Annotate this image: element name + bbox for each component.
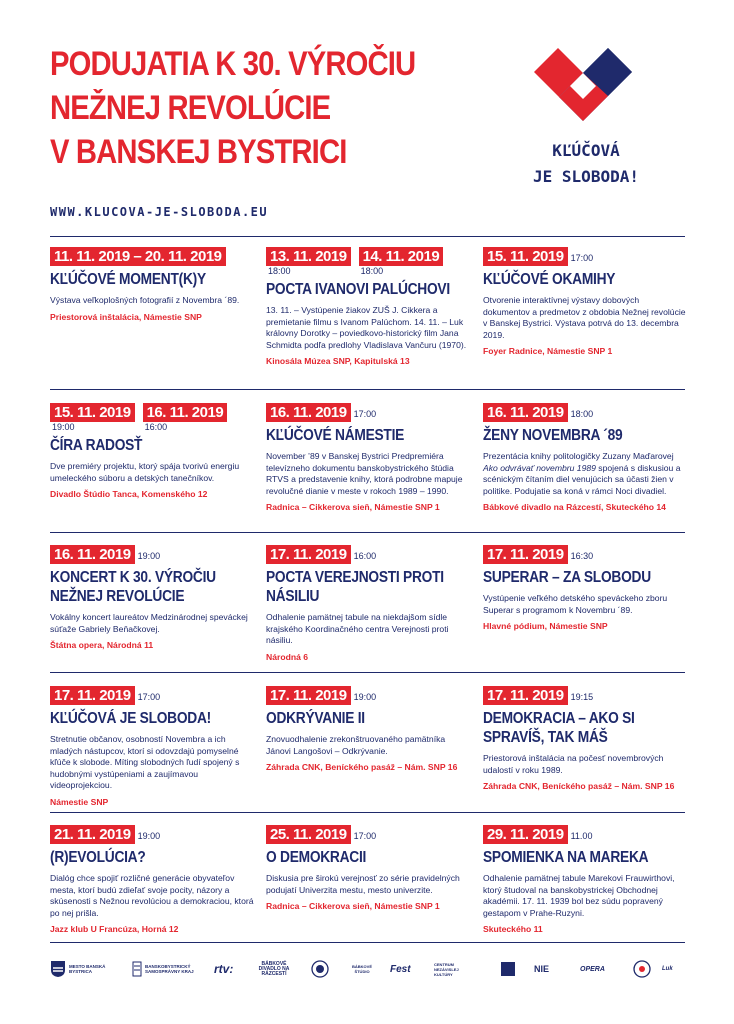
date-badge: 17. 11. 2019: [483, 686, 568, 705]
event-dates: [266, 825, 471, 845]
event-dates: [266, 247, 471, 277]
event-venue: Foyer Radnice, Námestie SNP 1: [483, 346, 613, 356]
sponsor-logo-cnk: CENTRUM NEZÁVISLEJ KULTÚRY: [434, 961, 459, 977]
date-badge: 29. 11. 2019: [483, 825, 568, 844]
event-venue: Jazz klub U Francúza, Horná 12: [50, 924, 179, 934]
divider: [50, 942, 685, 943]
event-time: 17:00: [353, 831, 377, 841]
slogan-line: JE SLOBODA!: [533, 167, 639, 186]
event-title: KONCERT K 30. VÝROČIU NEŽNEJ REVOLÚCIE: [50, 569, 216, 605]
event-description: November ’89 v Banskej Bystrici Predpremiéra televízneho dokumentu banskobystrického štúdia RTVS a predstavenie knihy, ktorá podrobne mapuje revolučné dianie v meste v rokoch 1989 – 1990.: [266, 451, 463, 496]
divider: [50, 236, 685, 237]
event-dates: [483, 403, 688, 423]
sponsor-logo-studio: BÁBKOVÉ ŠTÚDIO: [351, 964, 372, 974]
event-dates: [50, 545, 255, 565]
checkmark-logo-icon: [528, 40, 638, 135]
event-card: [266, 247, 471, 368]
title-line: V BANSKEJ BYSTRICI: [50, 133, 347, 171]
event-venue: Kinosála Múzea SNP, Kapitulská 13: [266, 356, 410, 366]
sponsor-logo-mesto: [50, 958, 120, 980]
event-time: 19:15: [570, 692, 594, 702]
event-time: 16:00: [144, 422, 168, 432]
sponsor-logo-babkove: BÁBKOVÉ DIVADLO NA RÁZCESTÍ: [258, 960, 290, 977]
divider: [50, 389, 685, 390]
date-badge: 16. 11. 2019: [483, 403, 568, 422]
event-description: Vystúpenie veľkého detského speváckeho zboru Superar s programom k Novembru ´89.: [483, 593, 668, 615]
divider: [50, 672, 685, 673]
event-venue: Bábkové divadlo na Rázcestí, Skuteckého 14: [483, 502, 666, 512]
sponsor-logo-zivot: [630, 958, 654, 980]
event-time: 19:00: [137, 831, 161, 841]
event-title: SUPERAR – ZA SLOBODU: [483, 569, 651, 586]
sponsor-logo-bbsk: [132, 958, 210, 980]
event-time: 17:00: [570, 253, 594, 263]
event-time: 18:00: [360, 266, 384, 276]
event-card: [266, 545, 471, 663]
event-venue: Štátna opera, Národná 11: [50, 640, 154, 650]
event-description: Dve premiéry projektu, ktorý spája tvorivú energiu umeleckého súboru a detských tanečníkov.: [50, 461, 240, 483]
event-description: Stretnutie občanov, osobností Novembra a ich mladých nástupcov, ktorí si odovzdajú pomyselné kľúče k slobode. Míting slobodných ľudí spojený s hudobnými vystúpeniami a zaujímavou videoprojekciou.: [50, 734, 240, 790]
event-time: 19:00: [52, 422, 75, 432]
event-title: KĽÚČOVÉ MOMENT(K)Y: [50, 271, 206, 288]
event-title: O DEMOKRACII: [266, 849, 367, 866]
desc-text: spojená s diskusiou a scénickým čítaním diel venujúcich sa účasti žien v politike. Podujatie sa koná v rámci Noci divadiel.: [483, 462, 681, 496]
event-venue: Divadlo Štúdio Tanca, Komenského 12: [50, 489, 208, 499]
event-venue: Radnica – Cikkerova sieň, Námestie SNP 1: [266, 901, 440, 911]
event-title: ODKRÝVANIE II: [266, 710, 365, 727]
event-title: KĽÚČOVÉ NÁMESTIE: [266, 427, 405, 444]
event-card: [50, 545, 255, 652]
date-badge: 11. 11. 2019 – 20. 11. 2019: [50, 247, 226, 266]
date-badge: 25. 11. 2019: [266, 825, 351, 844]
coat-of-arms-icon: [50, 960, 66, 978]
page-title: [50, 42, 470, 174]
event-card: [483, 825, 688, 936]
sponsor-logos: [50, 958, 690, 982]
sponsor-logo-rtvs: rtv:: [214, 961, 234, 976]
event-description: 13. 11. – Vystúpenie žiakov ZUŠ J. Cikkera a premietanie filmu s Ivanom Palúchom. 14. 11. – Luk královny Dorotky – poviedkovo-historický film Jana Schmidta podľa predlohy Vladislava Vančuru (1970).: [266, 305, 467, 350]
event-time: 11.00: [570, 831, 593, 841]
sponsor-logo-nie: NIE: [534, 963, 550, 974]
event-dates: [483, 825, 688, 845]
date-badge: 16. 11. 2019: [143, 403, 228, 422]
event-title: ČÍRA RADOSŤ: [50, 437, 143, 454]
event-time: 18:00: [268, 266, 291, 276]
event-dates: [266, 686, 471, 706]
website-link[interactable]: WWW.KLUCOVA-JE-SLOBODA.EU: [50, 205, 269, 219]
event-dates: [483, 545, 688, 565]
event-dates: [50, 403, 255, 433]
event-card: [50, 825, 255, 936]
title-line: NEŽNEJ REVOLÚCIE: [50, 89, 331, 127]
circle-logo-icon: [633, 960, 651, 978]
divider: [50, 532, 685, 533]
event-time: 16:00: [353, 551, 377, 561]
event-time: 18:00: [570, 409, 594, 419]
event-description: Vokálny koncert laureátov Medzinárodnej speváckej súťaže Gabriely Beňačkovej.: [50, 612, 248, 634]
sponsor-logo-fest: Fest: [390, 963, 411, 975]
sponsor-logo-luk: Luk: [662, 965, 673, 972]
date-badge: 17. 11. 2019: [266, 545, 351, 564]
event-dates: [266, 545, 471, 565]
date-badge: 15. 11. 2019: [50, 403, 135, 422]
date-badge: 15. 11. 2019: [483, 247, 568, 266]
sponsor-logo-square: [498, 958, 518, 980]
sponsor-logo-opera: OPERA: [580, 965, 605, 973]
slogan-line: KĽÚČOVÁ: [552, 141, 620, 160]
event-time: 19:00: [137, 551, 161, 561]
event-description: Otvorenie interaktívnej výstavy dobových dokumentov a predmetov z obdobia Nežnej revolúcie v Banskej Bystrici. Výstava potrvá do 13. decembra 2019.: [483, 295, 686, 340]
event-description: Priestorová inštalácia na počesť novembrových udalostí v roku 1989.: [483, 753, 664, 775]
event-description: Znovuodhalenie zrekonštruovaného pamätníka Jánovi Langošovi – Odkrývanie.: [266, 734, 446, 756]
book-title: Ako odvrávať novembru 1989: [483, 462, 596, 473]
event-time: 16:30: [570, 551, 594, 561]
event-description: [483, 451, 688, 497]
event-card: [483, 686, 688, 793]
event-venue: Radnica – Cikkerova sieň, Námestie SNP 1: [266, 502, 440, 512]
event-description: Dialóg chce spojiť rozličné generácie obyvateľov mesta, ktorí budú zdieľať svoje pocity, názory a skúsenosti s Nežnou revolúciou a demokraciou, ktorá po nej prišla.: [50, 873, 254, 918]
square-logo-icon: [501, 962, 515, 976]
event-venue: Priestorová inštalácia, Námestie SNP: [50, 311, 202, 322]
event-venue: Skuteckého 11: [483, 924, 543, 934]
event-time: 17:00: [137, 692, 161, 702]
event-card: [483, 247, 688, 358]
date-badge: 17. 11. 2019: [266, 686, 351, 705]
event-dates: [50, 686, 255, 706]
date-badge: 17. 11. 2019: [50, 686, 135, 705]
event-card: [483, 403, 688, 514]
event-venue: Záhrada CNK, Beníckého pasáž – Nám. SNP 16: [266, 762, 458, 772]
event-card: [266, 686, 471, 774]
event-dates: [266, 403, 471, 423]
event-title: SPOMIENKA NA MAREKA: [483, 849, 649, 866]
sponsor-logo-umb: [309, 958, 331, 980]
event-card: [50, 686, 255, 808]
event-card: [483, 545, 688, 633]
university-seal-icon: [311, 959, 329, 979]
event-description: Odhalenie pamätnej tabule na niekdajšom sídle krajského Koordinačného centra Verejnosti proti násiliu.: [266, 612, 449, 645]
event-card: [50, 247, 255, 323]
slogan: [496, 138, 676, 190]
event-title: KĽÚČOVÉ OKAMIHY: [483, 271, 616, 288]
divider: [50, 812, 685, 813]
event-title: (R)EVOLÚCIA?: [50, 849, 146, 866]
event-title: KĽÚČOVÁ JE SLOBODA!: [50, 710, 211, 727]
event-title: ŽENY NOVEMBRA ´89: [483, 427, 623, 444]
event-dates: [50, 825, 255, 845]
sponsor-name: BANSKOBYSTRICKÝ SAMOSPRÁVNY KRAJ: [145, 964, 194, 974]
date-badge: 16. 11. 2019: [50, 545, 135, 564]
event-venue: Hlavné pódium, Námestie SNP: [483, 621, 608, 631]
event-title: DEMOKRACIA – AKO SI SPRAVÍŠ, TAK MÁŠ: [483, 710, 635, 746]
event-card: [266, 403, 471, 514]
event-description: Odhalenie pamätnej tabule Marekovi Frauwirthovi, ktorý študoval na banskobystrickej Obchodnej akadémii. 17. 11. 1939 bol bez súdu popravený gestapom v Prahe-Ruzyni.: [483, 873, 675, 918]
event-card: [266, 825, 471, 913]
desc-text: Prezentácia knihy politologičky Zuzany Maďarovej: [483, 451, 674, 461]
event-dates: [483, 686, 688, 706]
event-title: POCTA IVANOVI PALÚCHOVI: [266, 281, 450, 298]
event-dates: [50, 247, 255, 267]
event-dates: [483, 247, 688, 267]
date-badge: 17. 11. 2019: [483, 545, 568, 564]
event-title: POCTA VEREJNOSTI PROTI NÁSILIU: [266, 569, 444, 605]
event-time: 19:00: [353, 692, 377, 702]
sponsor-name: MESTO BANSKÁ BYSTRICA: [69, 964, 106, 974]
date-badge: 13. 11. 2019: [266, 247, 351, 266]
event-venue: Záhrada CNK, Beníckého pasáž – Nám. SNP 16: [483, 781, 675, 791]
event-card: [50, 403, 255, 501]
date-badge: 16. 11. 2019: [266, 403, 351, 422]
title-line: PODUJATIA K 30. VÝROČIU: [50, 45, 416, 83]
event-description: Diskusia pre širokú verejnosť zo série pravidelných podujatí Univerzita mestu, mesto univerzite.: [266, 873, 460, 895]
coat-of-arms-icon: [132, 961, 142, 977]
date-badge: 14. 11. 2019: [359, 247, 444, 266]
event-venue: Námestie SNP: [50, 796, 109, 807]
date-badge: 21. 11. 2019: [50, 825, 135, 844]
event-description: Výstava veľkoplošných fotografií z Novembra ´89.: [50, 295, 240, 305]
event-venue: Národná 6: [266, 651, 309, 662]
event-time: 17:00: [353, 409, 377, 419]
